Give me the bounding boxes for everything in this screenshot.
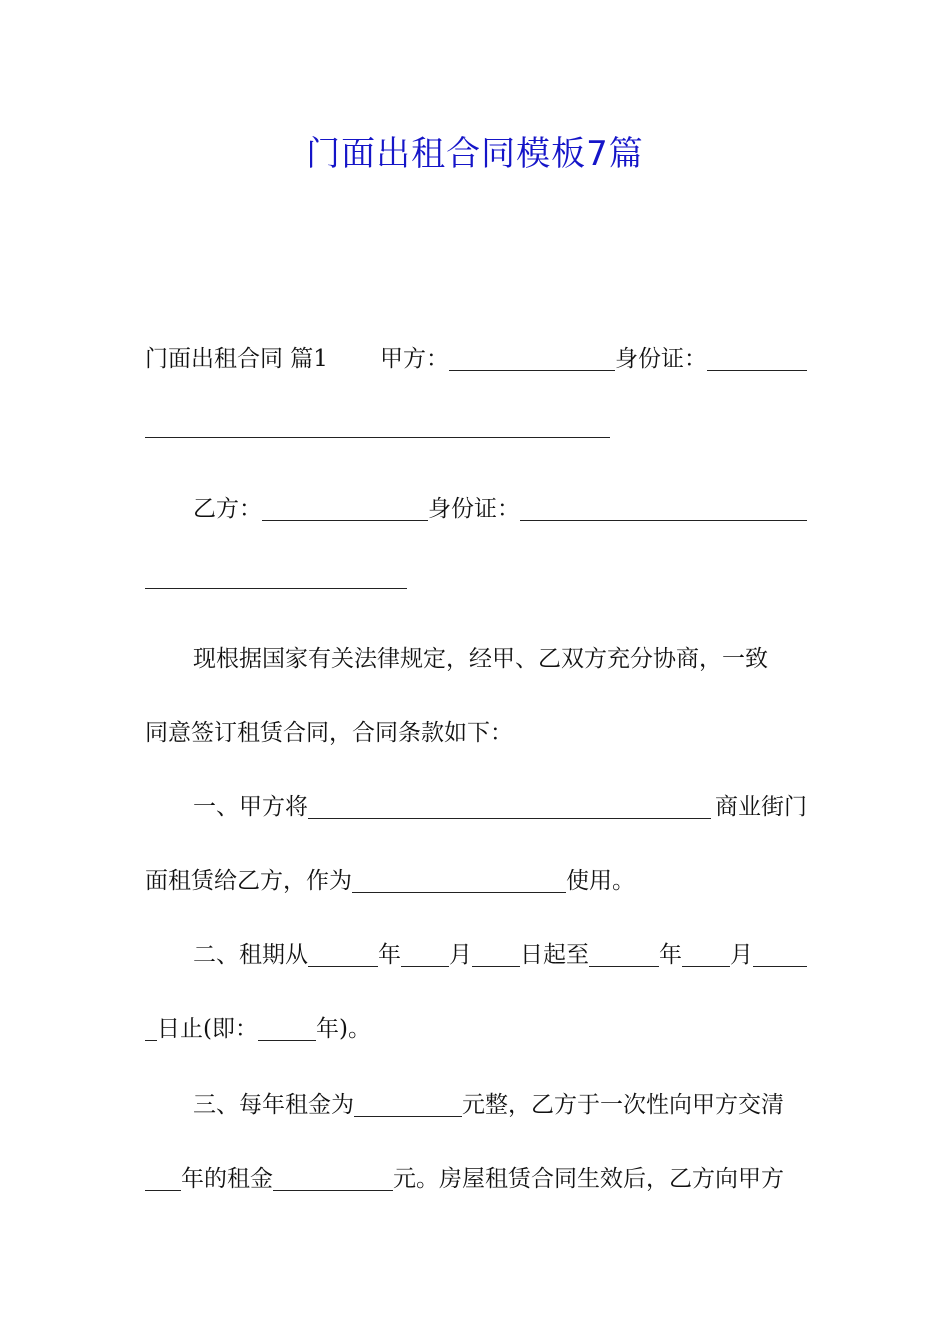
- party-a-id-blank-continued: [145, 415, 610, 438]
- clause-1-text-end: 商业街门: [715, 794, 807, 820]
- party-a-label: 甲方：: [379, 346, 449, 372]
- contract-line-3: [145, 494, 807, 524]
- contract-line-5: [145, 644, 807, 674]
- contract-line-7: [145, 792, 807, 822]
- usage-purpose-blank: [352, 870, 566, 893]
- clause-3-text: 三、每年租金为: [193, 1092, 354, 1118]
- prepaid-amount-blank: [273, 1168, 393, 1191]
- start-day-blank: [472, 944, 520, 967]
- preamble-text-continued: 同意签订租赁合同，合同条款如下：: [145, 720, 513, 746]
- property-address-blank: [308, 796, 711, 819]
- party-a-name-blank: [449, 348, 615, 371]
- clause-2-text: 二、租期从: [193, 942, 308, 968]
- clause-3-text-continued: 元整，乙方于一次性向甲方交清: [462, 1092, 784, 1118]
- term-duration-label: 日止(即：: [157, 1016, 258, 1042]
- party-b-name-blank: [262, 498, 428, 521]
- contract-line-12: [145, 1164, 807, 1194]
- contract-line-9: [145, 940, 807, 970]
- start-year-blank: [308, 944, 378, 967]
- document-title: 门面出租合同模板7篇: [306, 134, 644, 174]
- contract-line-6: [145, 718, 807, 748]
- contract-heading: 门面出租合同 篇1: [145, 346, 328, 372]
- start-to-label: 日起至: [520, 942, 589, 968]
- clause-1-text-tail: 使用。: [566, 868, 635, 894]
- clause-1-text: 一、甲方将: [193, 794, 308, 820]
- end-month-blank: [682, 944, 730, 967]
- clause-3-text-tail: 元。房屋租赁合同生效后，乙方向甲方: [393, 1166, 784, 1192]
- preamble-text: 现根据国家有关法律规定，经甲、乙双方充分协商，一致: [193, 646, 768, 672]
- annual-rent-blank: [354, 1094, 462, 1117]
- start-month-blank: [401, 944, 449, 967]
- year-label: 年: [659, 942, 682, 968]
- prepaid-years-blank: [145, 1168, 181, 1191]
- party-b-id-blank: [520, 498, 807, 521]
- term-years-blank: [258, 1018, 316, 1041]
- contract-line-10: [145, 1014, 807, 1044]
- party-b-label: 乙方：: [193, 496, 262, 522]
- party-b-id-blank-continued: [145, 566, 407, 589]
- month-label: 月: [730, 942, 753, 968]
- contract-line-4: [145, 566, 807, 592]
- clause-1-text-continued: 面租赁给乙方，作为: [145, 868, 352, 894]
- contract-line-11: [145, 1090, 807, 1120]
- end-day-blank-continued: [145, 1018, 157, 1041]
- contract-line-2: [145, 415, 807, 441]
- contract-line-1: [145, 344, 807, 374]
- party-a-id-blank: [707, 348, 807, 371]
- term-years-tail: 年)。: [315, 1016, 371, 1042]
- year-label: 年: [378, 942, 401, 968]
- end-year-blank: [589, 944, 659, 967]
- contract-line-8: [145, 866, 807, 896]
- party-a-id-label: 身份证：: [614, 346, 707, 372]
- clause-3-text-rent: 年的租金: [181, 1166, 273, 1192]
- month-label: 月: [449, 942, 472, 968]
- end-day-blank: [753, 944, 807, 967]
- party-b-id-label: 身份证：: [428, 496, 520, 522]
